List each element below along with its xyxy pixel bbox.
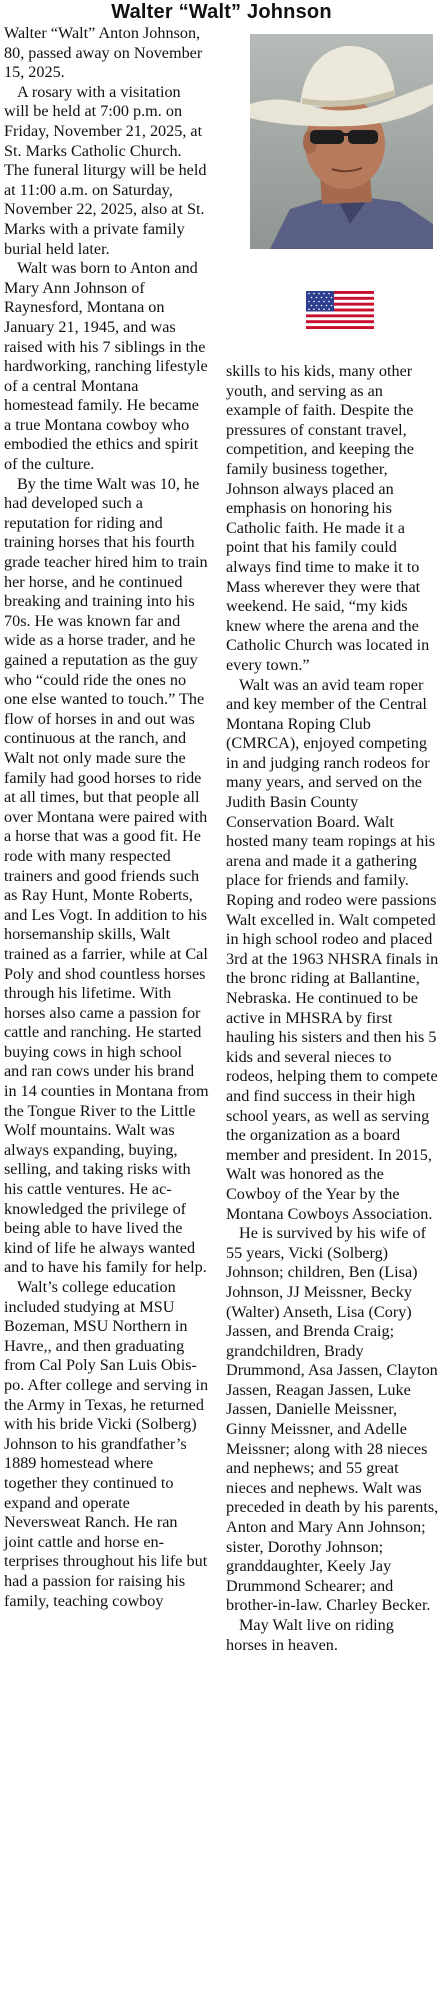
obituary-paragraph: By the time Walt was 10, he had developed such a reputation for riding and training horses that his fourth grade teacher hired him to train her horse, and he continued breaking and training into his 70s. He was known far and wide as a horse trader, and he gained a reputation as the guy who “could ride the ones no one else wanted to touch.” The flow of horses in and out was continuous at the ranch, and Walt not only made sure the family had good horses to ride at all times, but that people all over Montana were paired with a horse that was a good fit. He rode with many respected trainers and good friends such as Ray Hunt, Monte Roberts, and Les Vogt. In addition to his horsemanship skills, Walt trained as a farrier, while at Cal Poly and shod countless horses through his lifetime. With horses also came a passion for cattle and ranching. He started buying cows in high school and ran cows under his brand in 14 counties in Montana from the Tongue River to the Little Wolf mountains. Walt was always expanding, buying, selling, and taking risks with his cattle ventures. He acknowledged the privilege of being able to have lived the kind of life he always wanted and to have his family for help. [4, 474, 209, 1277]
american-flag-icon [306, 291, 374, 329]
obituary-paragraph: Walt’s college education included studying at MSU Bozeman, MSU Northern in Havre,, and then graduating from Cal Poly San Luis Obispo. After college and serving in the Army in Texas, he returned with his bride Vicki (Solberg) Johnson to his grandfather’s 1889 homestead where together they continued to expand and operate Neversweat Ranch. He ran joint cattle and horse enterprises throughout his life but had a passion for raising his family, teaching cowboy [4, 1278, 209, 1610]
obituary-paragraph: May Walt live on riding horses in heaven. [226, 1616, 394, 1654]
obituary-paragraph: skills to his kids, many other youth, and serving as an example of faith. Despite the pressures of constant travel, competition, and keeping the family business together, Johnson always placed an emphasis on honoring his Catholic faith. He made it a point that his family could always find time to make it to Mass wherever they were that weekend. He said, “my kids knew where the arena and the Catholic Church was located in every town.” [226, 362, 430, 674]
obituary-title: Walter “Walt” Johnson [111, 1, 332, 23]
obituary-column-right [226, 362, 439, 1655]
obituary-column-left [4, 24, 209, 1611]
obituary-paragraph: Walter “Walt” Anton Johnson, 80, passed away on November 15, 2025. [4, 24, 203, 82]
obituary-paragraph: He is survived by his wife of 55 years, Vicki (Solberg) Johnson; children, Ben (Lisa) Johnson, JJ Meissner, Becky (Walter) Anseth, Lisa (Cory) Jassen, and Brenda Craig; grandchildren, Brady Drummond, Asa Jassen, Clayton Jassen, Reagan Jassen, Luke Jassen, Danielle Meissner, Ginny Meissner, and Adelle Meissner; along with 28 nieces and nephews; and 55 great nieces and nephews. Walt was preceded in death by his parents, Anton and Mary Ann Johnson; sister, Dorothy Johnson; granddaughter, Keely Jay Drummond Schearer; and brother-in-law. Charley Becker. [226, 1224, 439, 1615]
obituary-paragraph: Walt was an avid team roper and key member of the Central Montana Roping Club (CMRCA), enjoyed competing in and judging ranch rodeos for many years, and served on the Judith Basin County Conservation Board. Walt hosted many team ropings at his arena and made it a gathering place for friends and family. Roping and rodeo were passions Walt excelled in. Walt competed in high school rodeo and placed 3rd at the 1963 NHSRA finals in the bronc riding at Ballantine, Nebraska. He continued to be active in MHSRA by first hauling his sisters and then his 5 kids and several nieces to rodeos, helping them to compete and find success in their high school years, as well as serving the organization as a board member and president. In 2015, Walt was honored as the Cowboy of the Year by the Montana Cowboys Association. [226, 675, 439, 1223]
person-in-cowboy-hat-photo [250, 34, 433, 249]
obituary-paragraph: Walt was born to Anton and Mary Ann Johnson of Raynesford, Montana on January 21, 1945, and was raised with his 7 siblings in the hardworking, ranching lifestyle of a central Montana homestead family. He became a true Montana cowboy who embodied the ethics and spirit of the culture. [4, 259, 208, 474]
portrait-photo [250, 34, 433, 249]
obituary-paragraph: A rosary with a visitation will be held at 7:00 p.m. on Friday, November 21, 2025, at St. Marks Catholic Church. The funeral liturgy will be held at 11:00 a.m. on Saturday, November 22, 2025, also at St. Marks with a private family burial held later. [4, 82, 207, 258]
